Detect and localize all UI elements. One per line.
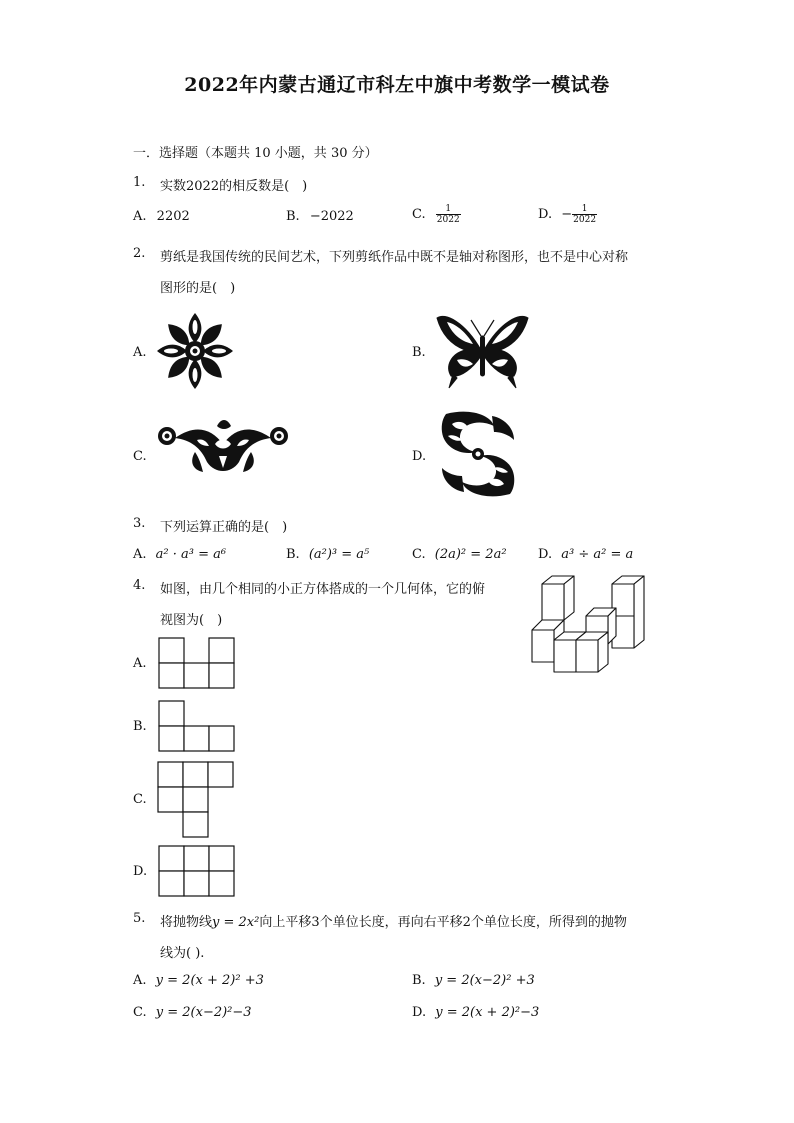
q5-option-b-label: B. <box>412 973 426 988</box>
q3-stem: 下列运算正确的是( ) <box>160 520 288 535</box>
q3-option-a[interactable] <box>133 547 226 562</box>
q4-option-b-label[interactable]: B. <box>133 719 147 734</box>
q3-option-b-label: B. <box>286 547 300 562</box>
section-header: 一．选择题（本题共 10 小题，共 30 分） <box>133 146 378 161</box>
cube-solid-figure <box>528 572 660 676</box>
papercut-floral-spray-image <box>155 418 290 480</box>
q1-option-d-numerator: 1 <box>572 204 597 215</box>
q2-option-d-label[interactable]: D. <box>412 449 427 464</box>
q1-option-d[interactable] <box>538 204 597 225</box>
q4-stem-line1: 如图，由几个相同的小正方体搭成的一个几何体，它的俯 <box>160 582 486 597</box>
q1-option-d-label: D. <box>538 207 553 222</box>
q1-number: 1. <box>133 175 146 190</box>
q5-option-b-text: y = 2(x−2)² +3 <box>434 973 535 988</box>
q4-number: 4. <box>133 578 146 593</box>
q1-option-a[interactable] <box>133 209 190 224</box>
q3-option-d[interactable] <box>538 547 633 562</box>
q5-number: 5. <box>133 911 146 926</box>
q5-option-d[interactable] <box>412 1005 539 1020</box>
q1-option-b[interactable] <box>286 209 354 224</box>
q5-stem-equation: y = 2x² <box>212 915 260 930</box>
q1-option-c-numerator: 1 <box>436 204 461 215</box>
papercut-butterfly-image <box>435 312 530 390</box>
q1-option-c[interactable] <box>412 204 461 225</box>
q4-option-b-grid <box>158 700 236 753</box>
q2-option-a-label[interactable]: A. <box>133 345 147 360</box>
q4-option-d-label[interactable]: D. <box>133 864 148 879</box>
q1-option-a-label: A. <box>133 209 147 224</box>
q4-option-d-grid <box>158 845 236 898</box>
q3-number: 3. <box>133 516 146 531</box>
q5-stem-post: 向上平移3个单位长度，再向右平移2个单位长度，所得到的抛物 <box>259 915 627 930</box>
q1-option-c-denominator: 2022 <box>436 215 460 225</box>
q3-option-a-text: a² · a³ = a⁶ <box>155 547 227 562</box>
q1-option-a-text: 2202 <box>156 209 190 224</box>
q2-option-c-label[interactable]: C. <box>133 449 147 464</box>
q1-option-b-text: −2022 <box>309 209 354 224</box>
q1-stem: 实数2022的相反数是( ) <box>160 179 308 194</box>
q1-option-d-denominator: 2022 <box>573 215 597 225</box>
q5-option-a[interactable] <box>133 973 264 988</box>
q1-option-d-fraction <box>572 204 597 225</box>
q5-option-d-label: D. <box>412 1005 427 1020</box>
q4-option-c-grid <box>157 761 235 839</box>
q5-option-c-label: C. <box>133 1005 147 1020</box>
q1-option-b-label: B. <box>286 209 300 224</box>
papercut-swirl-image <box>438 410 518 498</box>
q3-option-b[interactable] <box>286 547 369 562</box>
q2-option-b-label[interactable]: B. <box>412 345 426 360</box>
q5-option-c-text: y = 2(x−2)²−3 <box>155 1005 252 1020</box>
q3-option-c-text: (2a)² = 2a² <box>434 547 507 562</box>
q4-stem-line2: 视图为( ) <box>160 613 223 628</box>
q2-stem-line2: 图形的是( ) <box>160 281 236 296</box>
q4-option-a-grid <box>158 637 236 690</box>
q2-stem-line1: 剪纸是我国传统的民间艺术，下列剪纸作品中既不是轴对称图形，也不是中心对称 <box>160 250 629 265</box>
q5-stem-line1 <box>160 911 627 930</box>
q3-option-d-text: a³ ÷ a² = a <box>561 547 634 562</box>
q1-option-d-sign: − <box>561 207 573 222</box>
page-title: 2022年内蒙古通辽市科左中旗中考数学一模试卷 <box>184 74 610 96</box>
q5-option-a-label: A. <box>133 973 147 988</box>
q3-option-b-text: (a²)³ = a⁵ <box>308 547 370 562</box>
q1-option-c-label: C. <box>412 207 426 222</box>
q5-option-a-text: y = 2(x + 2)² +3 <box>155 973 264 988</box>
q4-option-a-label[interactable]: A. <box>133 656 147 671</box>
q3-option-c-label: C. <box>412 547 426 562</box>
q5-stem-line2: 线为( ). <box>160 946 205 961</box>
q3-option-d-label: D. <box>538 547 553 562</box>
q2-number: 2. <box>133 246 146 261</box>
q3-option-c[interactable] <box>412 547 507 562</box>
papercut-flower-image <box>155 310 235 392</box>
q5-option-d-text: y = 2(x + 2)²−3 <box>435 1005 540 1020</box>
q5-option-b[interactable] <box>412 973 535 988</box>
q5-option-c[interactable] <box>133 1005 252 1020</box>
q5-stem-pre: 将抛物线 <box>160 915 213 930</box>
q1-option-c-fraction <box>436 204 461 225</box>
q3-option-a-label: A. <box>133 547 147 562</box>
q4-option-c-label[interactable]: C. <box>133 792 147 807</box>
